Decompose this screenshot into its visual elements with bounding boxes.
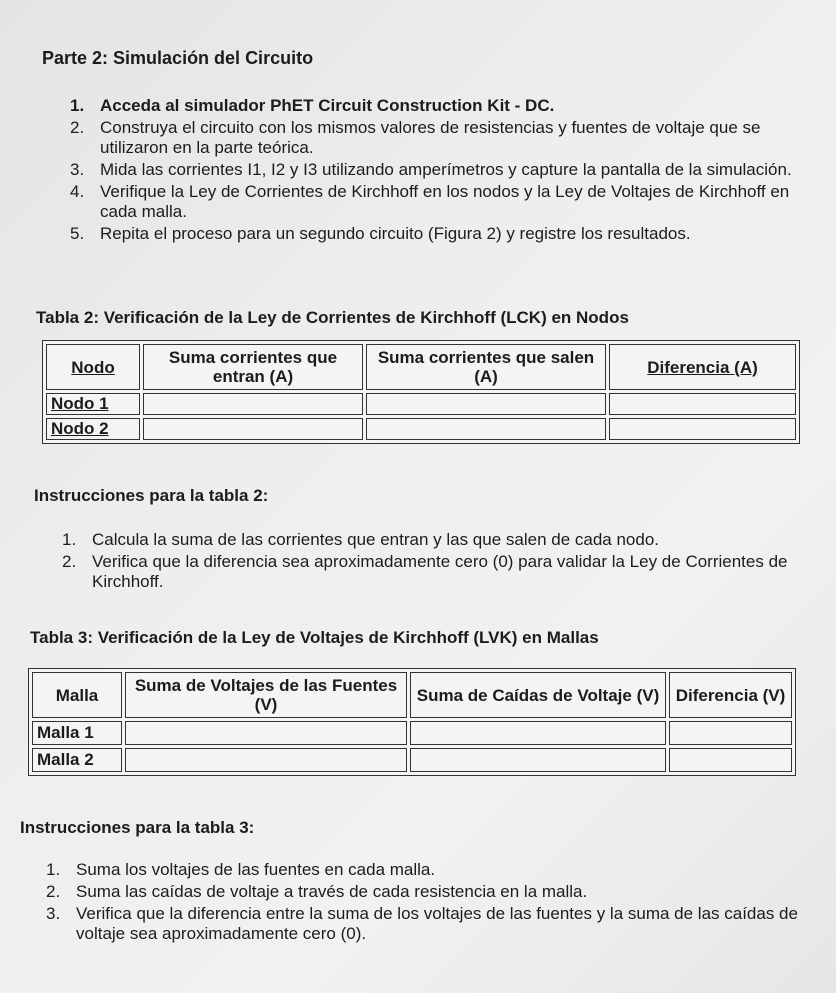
list-item [62,552,802,592]
instructions3-list [46,860,806,946]
table-cell[interactable] [143,393,363,415]
column-header-diferencia: Diferencia (V) [669,672,792,718]
step-number: 5. [70,224,85,243]
step-number: 3. [46,904,61,923]
list-item [70,160,810,180]
instructions2-list [62,530,802,594]
table-cell[interactable] [366,418,606,440]
list-item [46,904,806,944]
table-cell[interactable] [143,418,363,440]
table-cell[interactable] [410,748,666,772]
table-cell[interactable] [609,418,796,440]
step-text: Calcula la suma de las corrientes que entran y las que salen de cada nodo. [92,530,660,549]
table3-caption: Tabla 3: Verificación de la Ley de Voltajes de Kirchhoff (LVK) en Mallas [30,628,599,647]
row-label: Nodo 1 [46,393,140,415]
table-header-row [46,344,796,390]
column-header-malla: Malla [32,672,122,718]
step-number: 1. [70,96,85,115]
table-row [46,393,796,415]
step-number: 1. [46,860,61,879]
kcl-table [42,340,800,444]
row-label: Nodo 2 [46,418,140,440]
row-label: Malla 2 [32,748,122,772]
list-item [46,882,806,902]
step-text: Verifique la Ley de Corrientes de Kirchhoff en los nodos y la Ley de Voltajes de Kirchhoff en cada malla. [100,182,790,221]
table-row [32,748,792,772]
column-header-diferencia: Diferencia (A) [609,344,796,390]
list-item [46,860,806,880]
table-row [46,418,796,440]
column-header-nodo: Nodo [46,344,140,390]
step-number: 3. [70,160,85,179]
kvl-table [28,668,796,776]
table-cell[interactable] [125,748,407,772]
step-text: Repita el proceso para un segundo circuito (Figura 2) y registre los resultados. [100,224,691,243]
step-number: 2. [70,118,85,137]
instructions2-title: Instrucciones para la tabla 2: [34,486,269,505]
column-header-voltajes: Suma de Voltajes de las Fuentes (V) [125,672,407,718]
page-title: Parte 2: Simulación del Circuito [42,48,314,68]
table-cell[interactable] [410,721,666,745]
step-text: Mida las corrientes I1, I2 y I3 utilizando amperímetros y capture la pantalla de la simulación. [100,160,792,179]
step-number: 1. [62,530,77,549]
simulation-steps-list [70,96,810,246]
step-text: Suma las caídas de voltaje a través de cada resistencia en la malla. [76,882,588,901]
column-header-caidas: Suma de Caídas de Voltaje (V) [410,672,666,718]
row-label: Malla 1 [32,721,122,745]
table-row [32,721,792,745]
step-text: Verifica que la diferencia sea aproximadamente cero (0) para validar la Ley de Corrientes de Kirchhoff. [92,552,788,591]
list-item [70,118,810,158]
step-number: 4. [70,182,85,201]
table-cell[interactable] [669,721,792,745]
table-cell[interactable] [609,393,796,415]
list-item [70,96,810,116]
step-text: Suma los voltajes de las fuentes en cada malla. [76,860,436,879]
table-cell[interactable] [125,721,407,745]
step-text: Construya el circuito con los mismos valores de resistencias y fuentes de voltaje que se utilizaron en la parte teórica. [100,118,761,157]
step-text: Verifica que la diferencia entre la suma de los voltajes de las fuentes y la suma de las caídas de voltaje sea aproximadamente cero (0). [76,904,798,943]
table-cell[interactable] [366,393,606,415]
list-item [70,224,810,244]
table2-caption: Tabla 2: Verificación de la Ley de Corrientes de Kirchhoff (LCK) en Nodos [36,308,629,327]
step-number: 2. [62,552,77,571]
instructions3-title: Instrucciones para la tabla 3: [20,818,255,837]
column-header-entran: Suma corrientes que entran (A) [143,344,363,390]
step-text: Acceda al simulador PhET Circuit Construction Kit - DC. [100,96,555,115]
table-cell[interactable] [669,748,792,772]
list-item [70,182,810,222]
column-header-salen: Suma corrientes que salen (A) [366,344,606,390]
table-header-row [32,672,792,718]
step-number: 2. [46,882,61,901]
list-item [62,530,802,550]
